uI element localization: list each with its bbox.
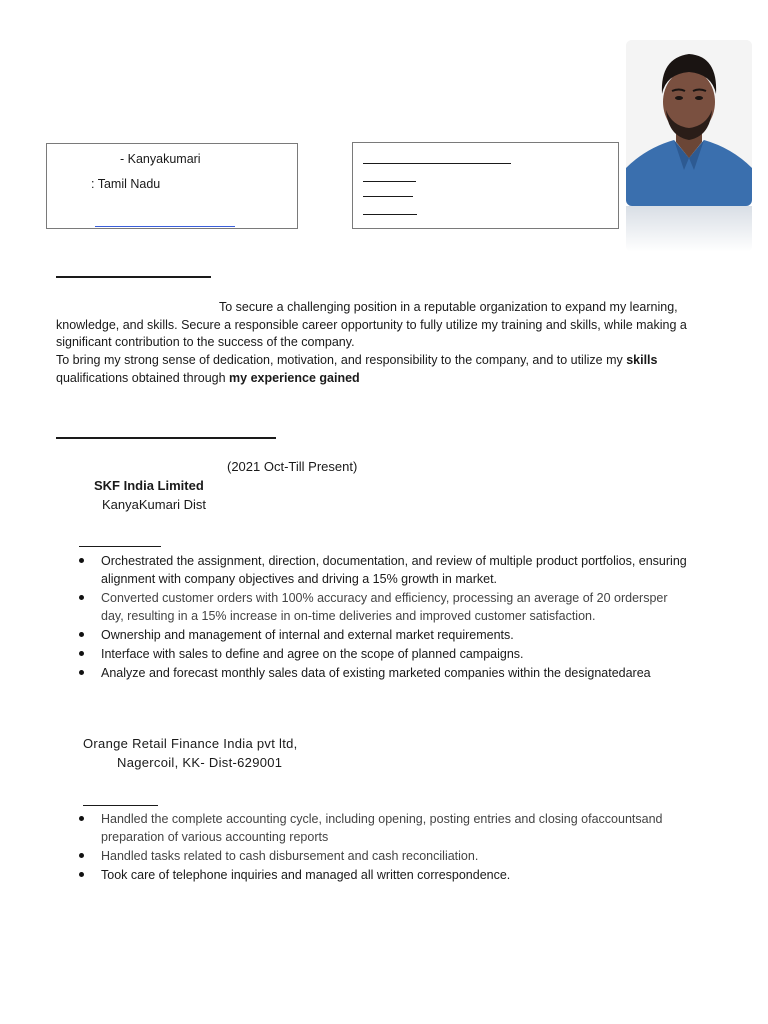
- job1-bullet-3: Ownership and management of internal and external market requirements.: [101, 628, 514, 642]
- objective-line-5-text: qualifications obtained through: [56, 371, 230, 385]
- list-item: [79, 589, 689, 625]
- job2-location: Nagercoil, KK- Dist-629001: [117, 755, 283, 770]
- bullet-icon: [79, 816, 84, 821]
- bullet-icon: [79, 632, 84, 637]
- bullet-icon: [79, 853, 84, 858]
- list-item: [79, 645, 689, 663]
- bullet-icon: [79, 651, 84, 656]
- job1-bullet-2: Converted customer orders with 100% accuracy and efficiency, processing an average of 20 ordersper day, resulting in a 15% increase in on-time deliveries and improved customer satisfaction.: [101, 591, 668, 623]
- job1-bullet-5: Analyze and forecast monthly sales data of existing marketed companies within the designatedarea: [101, 666, 651, 680]
- objective-heading-underline: [56, 276, 211, 278]
- objective-line-2: knowledge, and skills. Secure a responsible career opportunity to fully utilize my training and skills, while making a: [56, 318, 687, 332]
- job2-bullet-3: Took care of telephone inquiries and managed all written correspondence.: [101, 868, 511, 882]
- bullet-icon: [79, 872, 84, 877]
- objective-line-5-bold: my experience gained: [229, 371, 360, 385]
- email-link-underline[interactable]: [95, 226, 235, 227]
- job1-company: SKF India Limited: [94, 478, 204, 493]
- job1-location: KanyaKumari Dist: [102, 497, 207, 512]
- job2-bullet-1: Handled the complete accounting cycle, including opening, posting entries and closing ofaccountsand preparation of various accounting reports: [101, 812, 663, 844]
- list-item: [79, 810, 689, 846]
- list-item: [79, 664, 689, 682]
- job1-bullet-1: Orchestrated the assignment, direction, documentation, and review of multiple product portfolios, ensuring alignment with company objectives and driving a 15% growth in market.: [101, 554, 687, 586]
- blank-line-1: [363, 163, 511, 164]
- list-item: [79, 847, 689, 865]
- job1-period: (2021 Oct-Till Present): [227, 459, 358, 474]
- job2-bullet-2: Handled tasks related to cash disbursement and cash reconciliation.: [101, 849, 479, 863]
- bullet-icon: [79, 558, 84, 563]
- objective-line-4-text: To bring my strong sense of dedication, motivation, and responsibility to the company, and to utilize my: [56, 353, 627, 367]
- blank-line-4: [363, 214, 417, 215]
- objective-line-1: To secure a challenging position in a reputable organization to expand my learning,: [219, 300, 678, 314]
- bullet-icon: [79, 595, 84, 600]
- contact-box-left: [46, 143, 298, 229]
- job2-responsibilities-underline: [83, 805, 158, 806]
- job1-bullet-list: [79, 552, 689, 683]
- profile-photo: [626, 40, 752, 206]
- objective-line-4: [56, 351, 657, 369]
- blank-line-3: [363, 196, 413, 197]
- blank-line-2: [363, 181, 416, 182]
- list-item: [79, 866, 689, 884]
- contact-city: - Kanyakumari: [120, 152, 201, 166]
- contact-box-right: [352, 142, 619, 229]
- job2-company: Orange Retail Finance India pvt ltd,: [83, 736, 298, 751]
- list-item: [79, 552, 689, 588]
- job2-bullet-list: [79, 810, 689, 885]
- objective-line-3: significant contribution to the success of the company.: [56, 335, 355, 349]
- job1-bullet-4: Interface with sales to define and agree on the scope of planned campaigns.: [101, 647, 524, 661]
- list-item: [79, 626, 689, 644]
- job1-responsibilities-underline: [79, 546, 161, 547]
- objective-line-4-bold: skills: [626, 353, 658, 367]
- bullet-icon: [79, 670, 84, 675]
- objective-line-5: [56, 369, 360, 387]
- experience-heading-underline: [56, 437, 276, 439]
- contact-state: : Tamil Nadu: [91, 177, 161, 191]
- photo-reflection: [626, 206, 752, 252]
